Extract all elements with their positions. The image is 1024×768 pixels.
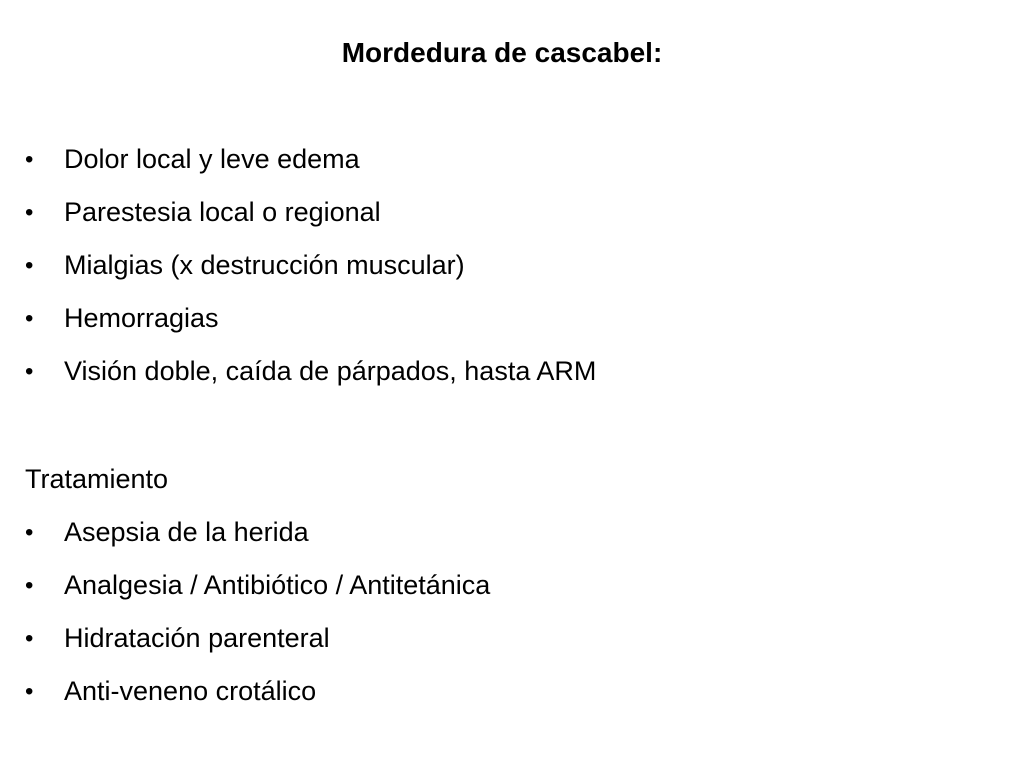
treatment-section [25, 453, 985, 718]
list-item [25, 133, 985, 186]
list-item-text: Anti-veneno crotálico [64, 676, 317, 706]
bullet-icon: • [25, 519, 34, 546]
list-item [25, 559, 985, 612]
bullet-icon: • [25, 625, 34, 652]
list-item [25, 345, 985, 398]
list-item [25, 612, 985, 665]
bullet-icon: • [25, 678, 34, 705]
list-item [25, 665, 985, 718]
list-item [25, 186, 985, 239]
list-item [25, 292, 985, 345]
list-item-text: Visión doble, caída de párpados, hasta ARM [64, 356, 597, 386]
list-item [25, 239, 985, 292]
list-item-text: Analgesia / Antibiótico / Antitetánica [64, 570, 491, 600]
bullet-icon: • [25, 199, 34, 226]
list-item-text: Mialgias (x destrucción muscular) [64, 250, 465, 280]
bullet-icon: • [25, 252, 34, 279]
list-item-text: Hidratación parenteral [64, 623, 330, 653]
slide-title: Mordedura de cascabel: [341, 37, 663, 68]
list-item-text: Asepsia de la herida [64, 517, 309, 547]
list-item [25, 506, 985, 559]
bullet-icon: • [25, 305, 34, 332]
bullet-icon: • [25, 358, 34, 385]
list-item-text: Dolor local y leve edema [64, 144, 360, 174]
list-item-text: Hemorragias [64, 303, 219, 333]
symptoms-list [25, 133, 985, 398]
list-item-text: Parestesia local o regional [64, 197, 381, 227]
bullet-icon: • [25, 572, 34, 599]
bullet-icon: • [25, 146, 34, 173]
treatment-heading: Tratamiento [25, 464, 169, 494]
